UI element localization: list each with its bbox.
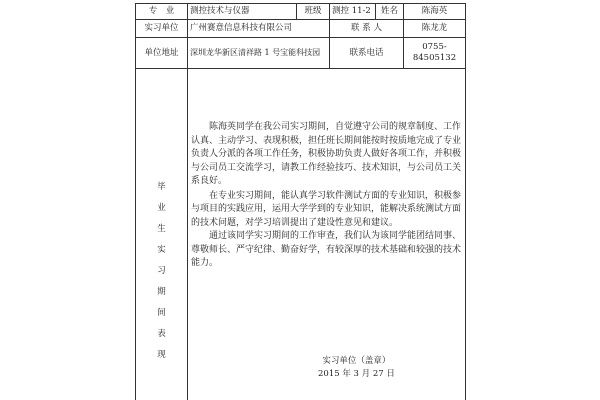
unit-label: 实习单位 [136,20,188,38]
evaluation-body [188,69,466,400]
side-title-char: 业 [157,203,166,213]
evaluation-paragraph: 陈海英同学在我公司实习期间，自觉遵守公司的规章制度、工作认真、主动学习、表现积极，担任班长期间能按时按质地完成了专业负责人分派的各项工作任务，积极协助负责人做好各项工作，并积极与公司员工交流学习，请教工作经验技巧、技术知识，与公司员工关系良好。 [191,122,462,186]
contact-value: 陈龙龙 [404,20,466,38]
evaluation-row [136,69,466,400]
side-title-char: 间 [157,308,166,318]
seal-label: 实习单位（盖章） [322,356,391,366]
evaluation-form-table [135,3,466,400]
class-value: 测控 11-2 [330,4,376,20]
header-row [136,4,466,20]
evaluation-paragraph: 在专业实习期间，能认真学习软件测试方面的专业知识，积极参与项目的实践应用，运用大学学到的专业知识，能解决系统测试方面的技术问题，对学习培训提出了建设性意见和建议。 [191,190,462,228]
evaluation-paragraph: 通过该同学实习期间的工作审查，我们认为该同学能团结同事、尊敬师长、严守纪律、勤奋好学，有较深厚的技术基础和较强的技术能力。 [191,231,462,268]
unit-value: 广州赛意信息科技有限公司 [188,20,330,38]
section-side-title [136,69,188,400]
phone-value: 0755-84505132 [404,38,466,69]
side-title-char: 实 [157,245,166,255]
unit-row [136,20,466,38]
class-label: 班级 [297,4,330,20]
contact-label: 联 系 人 [330,20,404,38]
address-row [136,38,466,69]
name-label: 姓名 [376,4,404,20]
address-label: 单位地址 [136,38,188,69]
signature-date: 2015 年 3 月 27 日 [318,369,395,379]
name-value: 陈海英 [404,4,466,20]
seal-block [318,355,395,381]
side-title-char: 生 [157,224,166,234]
side-title-char: 期 [157,287,166,297]
address-value: 深圳龙华新区清祥路 1 号宝能科技园 [188,38,330,69]
side-title-char: 毕 [157,182,166,192]
side-title-char: 习 [157,266,166,276]
side-title-char: 表 [157,329,166,339]
major-label: 专 业 [136,4,188,20]
phone-label: 联系电话 [330,38,404,69]
side-title-char: 现 [157,350,166,360]
major-value: 测控技术与仪器 [188,4,297,20]
